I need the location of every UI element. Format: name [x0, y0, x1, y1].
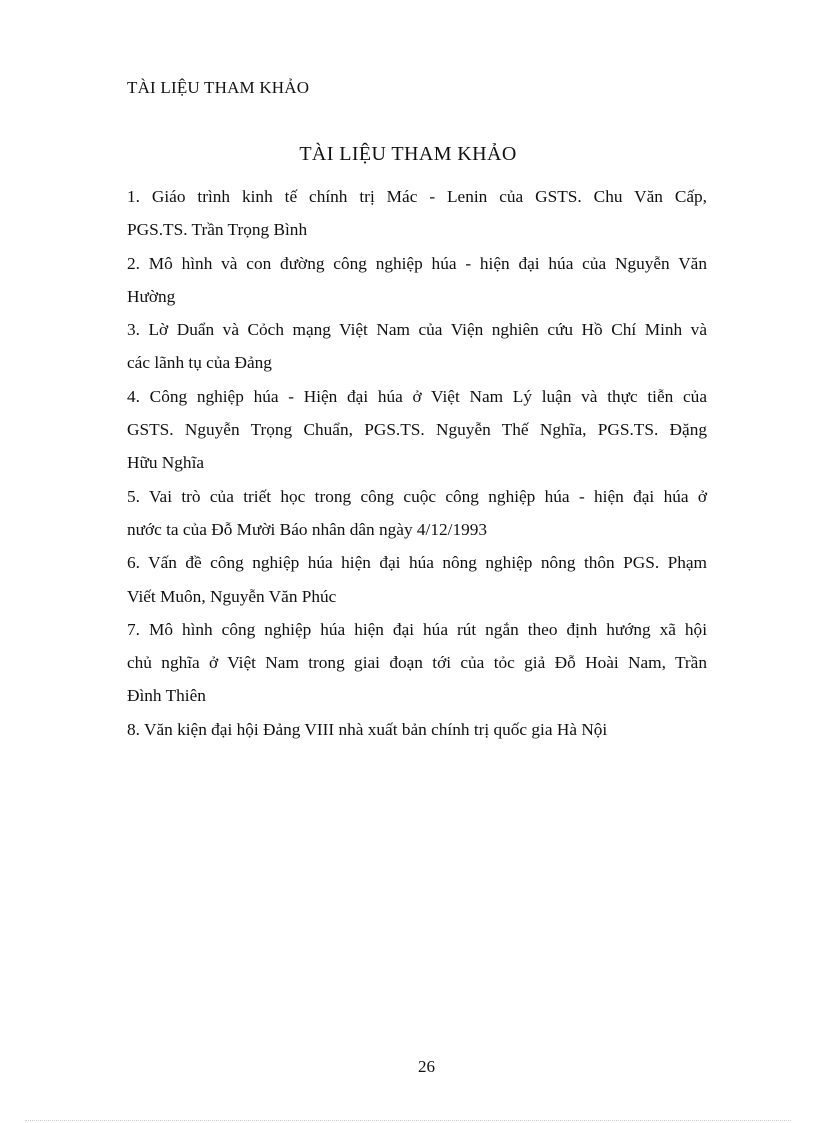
reference-line: Đình Thiên [127, 686, 206, 706]
reference-line: 4. Công nghiệp húa - Hiện đại húa ở Việt Nam Lý luận và thực tiễn của [127, 386, 707, 406]
reference-line: Hường [127, 286, 176, 306]
reference-item-2 [127, 247, 707, 314]
reference-line: 5. Vai trò của triết học trong công cuộc công nghiệp húa - hiện đại húa ở [127, 486, 707, 506]
reference-line: Viết Muôn, Nguyễn Văn Phúc [127, 586, 337, 606]
reference-line: Hữu Nghĩa [127, 453, 205, 473]
page-title: TÀI LIỆU THAM KHẢO [299, 143, 517, 165]
reference-line: 7. Mô hình công nghiệp húa hiện đại húa rút ngắn theo định hướng xã hội [127, 619, 707, 639]
reference-list [127, 180, 707, 746]
reference-line: 1. Giáo trình kinh tế chính trị Mác - Lenin của GSTS. Chu Văn Cấp, [127, 187, 707, 206]
reference-line: 3. Lờ Duẩn và Cỏch mạng Việt Nam của Viện nghiên cứu Hồ Chí Minh và [127, 320, 707, 340]
reference-item-1 [127, 180, 707, 247]
reference-line: chủ nghĩa ở Việt Nam trong giai đoạn tới của tỏc giả Đỗ Hoài Nam, Trần [127, 653, 707, 673]
reference-item-5 [127, 480, 707, 547]
reference-item-4 [127, 380, 707, 480]
running-header: TÀI LIỆU THAM KHẢO [127, 78, 310, 97]
reference-item-7 [127, 613, 707, 713]
reference-line: các lãnh tụ của Đảng [127, 353, 272, 373]
reference-item-8 [127, 713, 707, 746]
reference-line: nước ta của Đỗ Mười Báo nhân dân ngày 4/12/1993 [127, 519, 488, 539]
reference-item-3 [127, 313, 707, 380]
reference-line: 8. Văn kiện đại hội Đảng VIII nhà xuất bản chính trị quốc gia Hà Nội [127, 719, 608, 739]
reference-line: PGS.TS. Trần Trọng Bình [127, 220, 308, 240]
reference-item-6 [127, 546, 707, 613]
reference-line: 2. Mô hình và con đường công nghiệp húa - hiện đại húa của Nguyễn Văn [127, 253, 707, 273]
page-number: 26 [418, 1057, 435, 1076]
page-bottom-divider [25, 1120, 791, 1121]
reference-line: GSTS. Nguyễn Trọng Chuẩn, PGS.TS. Nguyễn Thế Nghĩa, PGS.TS. Đặng [127, 420, 707, 440]
reference-line: 6. Vấn đề công nghiệp húa hiện đại húa nông nghiệp nông thôn PGS. Phạm [127, 553, 707, 573]
